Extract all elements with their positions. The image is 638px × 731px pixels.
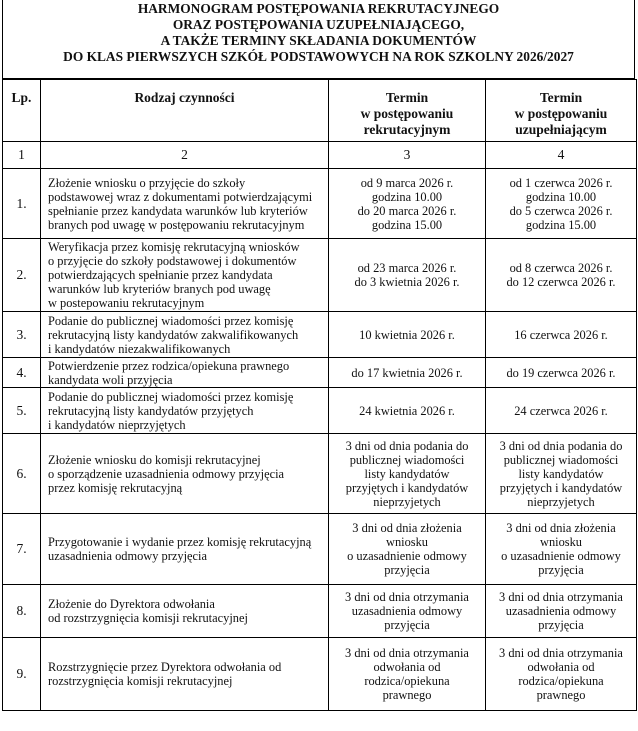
- cell-line: uzasadnienia odmowy przyjęcia: [48, 549, 207, 563]
- table-row: [3, 434, 637, 514]
- cell-line: od 8 czerwca 2026 r.: [509, 261, 613, 275]
- supplementary-term-cell: [486, 514, 637, 585]
- recruitment-term-cell: [329, 514, 486, 585]
- cell-line: przyjęcia: [538, 618, 584, 632]
- cell-line: rekrutacyjną listy kandydatów przyjętych: [48, 403, 254, 418]
- column-number: 1: [3, 142, 41, 169]
- schedule-table: [2, 79, 637, 711]
- cell-line: do 20 marca 2026 r.: [357, 203, 457, 218]
- cell-line: listy kandydatów: [364, 466, 450, 481]
- cell-line: 3 dni od dnia otrzymania: [345, 646, 469, 660]
- cell-line: i kandydatów nieprzyjętych: [48, 417, 186, 432]
- table-row: [3, 169, 637, 239]
- cell-line: publicznej wiadomości: [503, 452, 619, 467]
- recruitment-term-cell: [329, 239, 486, 312]
- cell-line: Potwierdzenie przez rodzica/opiekuna prawnego: [48, 358, 290, 373]
- column-number: 4: [486, 142, 637, 169]
- cell-line: przyjętych i kandydatów: [499, 480, 623, 495]
- cell-line: przyjęcia: [384, 618, 430, 632]
- cell-line: Rozstrzygnięcie przez Dyrektora odwołania od: [48, 660, 282, 674]
- recruitment-term-cell: [329, 312, 486, 358]
- cell-line: Podanie do publicznej wiadomości przez komisję: [48, 313, 294, 328]
- cell-line: listy kandydatów: [518, 466, 604, 481]
- supplementary-term-cell: [486, 239, 637, 312]
- document-title: [2, 0, 635, 79]
- cell-line: uzasadnienia odmowy: [505, 604, 617, 618]
- cell-line: nieprzyjetych: [373, 494, 441, 509]
- recruitment-term-cell: [329, 358, 486, 388]
- cell-line: spełnianie przez kandydata warunków lub kryteriów: [48, 203, 308, 218]
- cell-line: Złożenie wniosku do komisji rekrutacyjnej: [48, 452, 261, 467]
- row-number: 9.: [3, 638, 41, 711]
- title-line: DO KLAS PIERWSZYCH SZKÓŁ PODSTAWOWYCH NA ROK SZKOLNY 2026/2027: [63, 49, 574, 64]
- recruitment-term-cell: [329, 434, 486, 514]
- cell-line: 3 dni od dnia złożenia: [506, 521, 616, 535]
- supplementary-term-cell: [486, 169, 637, 239]
- recruitment-term-cell: [329, 388, 486, 434]
- cell-line: o uzasadnienie odmowy: [501, 549, 621, 563]
- cell-line: Weryfikacja przez komisję rekrutacyjną wniosków: [48, 240, 300, 254]
- row-number: 2.: [3, 239, 41, 312]
- cell-line: 3 dni od dnia podania do: [345, 438, 469, 453]
- header-activity: Rodzaj czynności: [41, 80, 329, 142]
- cell-line: publicznej wiadomości: [349, 452, 465, 467]
- cell-line: o przyjęcie do szkoły podstawowej i dokumentów: [48, 254, 297, 268]
- header-lp: Lp.: [3, 80, 41, 142]
- cell-line: 10 kwietnia 2026 r.: [359, 327, 455, 342]
- cell-line: do 3 kwietnia 2026 r.: [354, 275, 460, 289]
- column-number-row: [3, 142, 637, 169]
- row-number: 3.: [3, 312, 41, 358]
- cell-line: przyjęcia: [384, 563, 430, 577]
- row-number: 1.: [3, 169, 41, 239]
- title-line: HARMONOGRAM POSTĘPOWANIA REKRUTACYJNEGO: [137, 1, 500, 16]
- table-row: [3, 514, 637, 585]
- table-row: [3, 585, 637, 638]
- cell-line: warunków lub kryteriów branych pod uwagę: [48, 282, 271, 296]
- table-row: [3, 388, 637, 434]
- header-row: [3, 80, 637, 142]
- title-line: ORAZ POSTĘPOWANIA UZUPEŁNIAJĄCEGO,: [172, 17, 465, 32]
- cell-line: prawnego: [536, 688, 586, 702]
- table-row: [3, 358, 637, 388]
- cell-line: 3 dni od dnia otrzymania: [499, 646, 623, 660]
- cell-line: wniosku: [540, 535, 582, 549]
- cell-line: podstawowej wraz z dokumentami potwierdzającymi: [48, 189, 313, 204]
- cell-line: o uzasadnienie odmowy: [347, 549, 467, 563]
- cell-line: 3 dni od dnia złożenia: [352, 521, 462, 535]
- row-number: 6.: [3, 434, 41, 514]
- supplementary-term-cell: [486, 585, 637, 638]
- cell-line: branych pod uwagę w postępowaniu rekrutacyjnym: [48, 217, 305, 232]
- cell-line: wniosku: [386, 535, 428, 549]
- activity-cell: [41, 312, 329, 358]
- cell-line: przez komisję rekrutacyjną: [48, 480, 183, 495]
- activity-cell: [41, 388, 329, 434]
- activity-cell: [41, 169, 329, 239]
- cell-line: 24 czerwca 2026 r.: [514, 403, 608, 418]
- cell-line: i kandydatów niezakwalifikowanych: [48, 341, 231, 356]
- supplementary-term-cell: [486, 638, 637, 711]
- activity-cell: [41, 638, 329, 711]
- activity-cell: [41, 585, 329, 638]
- supplementary-term-cell: [486, 388, 637, 434]
- cell-line: rodzica/opiekuna: [364, 674, 450, 688]
- header-line: w postępowaniu: [514, 106, 608, 121]
- cell-line: rodzica/opiekuna: [518, 674, 604, 688]
- row-number: 7.: [3, 514, 41, 585]
- cell-line: 3 dni od dnia otrzymania: [345, 590, 469, 604]
- table-row: [3, 312, 637, 358]
- cell-line: przyjęcia: [538, 563, 584, 577]
- cell-line: 3 dni od dnia otrzymania: [499, 590, 623, 604]
- header-line: rekrutacyjnym: [363, 122, 451, 137]
- header-line: Termin: [385, 90, 429, 105]
- header-line: w postępowaniu: [360, 106, 454, 121]
- cell-line: w postepowaniu rekrutacyjnym: [48, 296, 205, 310]
- cell-line: rozstrzygnięcia komisji rekrutacyjnej: [48, 674, 233, 688]
- cell-line: do 12 czerwca 2026 r.: [506, 275, 616, 289]
- activity-cell: [41, 514, 329, 585]
- cell-line: godzina 10.00: [525, 189, 597, 204]
- cell-line: do 17 kwietnia 2026 r.: [351, 365, 463, 380]
- supplementary-term-cell: [486, 434, 637, 514]
- supplementary-term-cell: [486, 358, 637, 388]
- cell-line: od 23 marca 2026 r.: [357, 261, 457, 275]
- recruitment-term-cell: [329, 638, 486, 711]
- activity-cell: [41, 239, 329, 312]
- cell-line: Przygotowanie i wydanie przez komisję rekrutacyjną: [48, 535, 312, 549]
- cell-line: od 9 marca 2026 r.: [360, 175, 454, 190]
- cell-line: Podanie do publicznej wiadomości przez komisję: [48, 389, 294, 404]
- cell-line: potwierdzających spełnianie przez kandydata: [48, 268, 273, 282]
- cell-line: odwołania od: [527, 660, 595, 674]
- column-number: 3: [329, 142, 486, 169]
- row-number: 5.: [3, 388, 41, 434]
- activity-cell: [41, 358, 329, 388]
- row-number: 4.: [3, 358, 41, 388]
- column-number: 2: [41, 142, 329, 169]
- recruitment-term-cell: [329, 169, 486, 239]
- title-line: A TAKŻE TERMINY SKŁADANIA DOKUMENTÓW: [160, 33, 477, 48]
- cell-line: nieprzyjetych: [527, 494, 595, 509]
- cell-line: Złożenie do Dyrektora odwołania: [48, 597, 215, 611]
- cell-line: godzina 10.00: [371, 189, 443, 204]
- header-line: Termin: [539, 90, 583, 105]
- cell-line: godzina 15.00: [371, 217, 443, 232]
- cell-line: kandydata woli przyjęcia: [48, 372, 173, 387]
- cell-line: Złożenie wniosku o przyjęcie do szkoły: [48, 175, 246, 190]
- header-recruitment-term: [329, 80, 486, 142]
- header-line: uzupełniającym: [515, 122, 607, 137]
- table-row: [3, 638, 637, 711]
- cell-line: 3 dni od dnia podania do: [499, 438, 623, 453]
- cell-line: od rozstrzygnięcia komisji rekrutacyjnej: [48, 611, 248, 625]
- cell-line: do 19 czerwca 2026 r.: [506, 365, 616, 380]
- table-row: [3, 239, 637, 312]
- cell-line: odwołania od: [373, 660, 441, 674]
- cell-line: przyjętych i kandydatów: [345, 480, 469, 495]
- cell-line: prawnego: [382, 688, 432, 702]
- cell-line: do 5 czerwca 2026 r.: [509, 203, 613, 218]
- header-supplementary-term: [486, 80, 637, 142]
- cell-line: o sporządzenie uzasadnienia odmowy przyjęcia: [48, 466, 285, 481]
- cell-line: 24 kwietnia 2026 r.: [359, 403, 455, 418]
- activity-cell: [41, 434, 329, 514]
- recruitment-term-cell: [329, 585, 486, 638]
- cell-line: od 1 czerwca 2026 r.: [509, 175, 613, 190]
- cell-line: uzasadnienia odmowy: [351, 604, 463, 618]
- cell-line: godzina 15.00: [525, 217, 597, 232]
- cell-line: 16 czerwca 2026 r.: [514, 327, 608, 342]
- cell-line: rekrutacyjną listy kandydatów zakwalifikowanych: [48, 327, 299, 342]
- row-number: 8.: [3, 585, 41, 638]
- supplementary-term-cell: [486, 312, 637, 358]
